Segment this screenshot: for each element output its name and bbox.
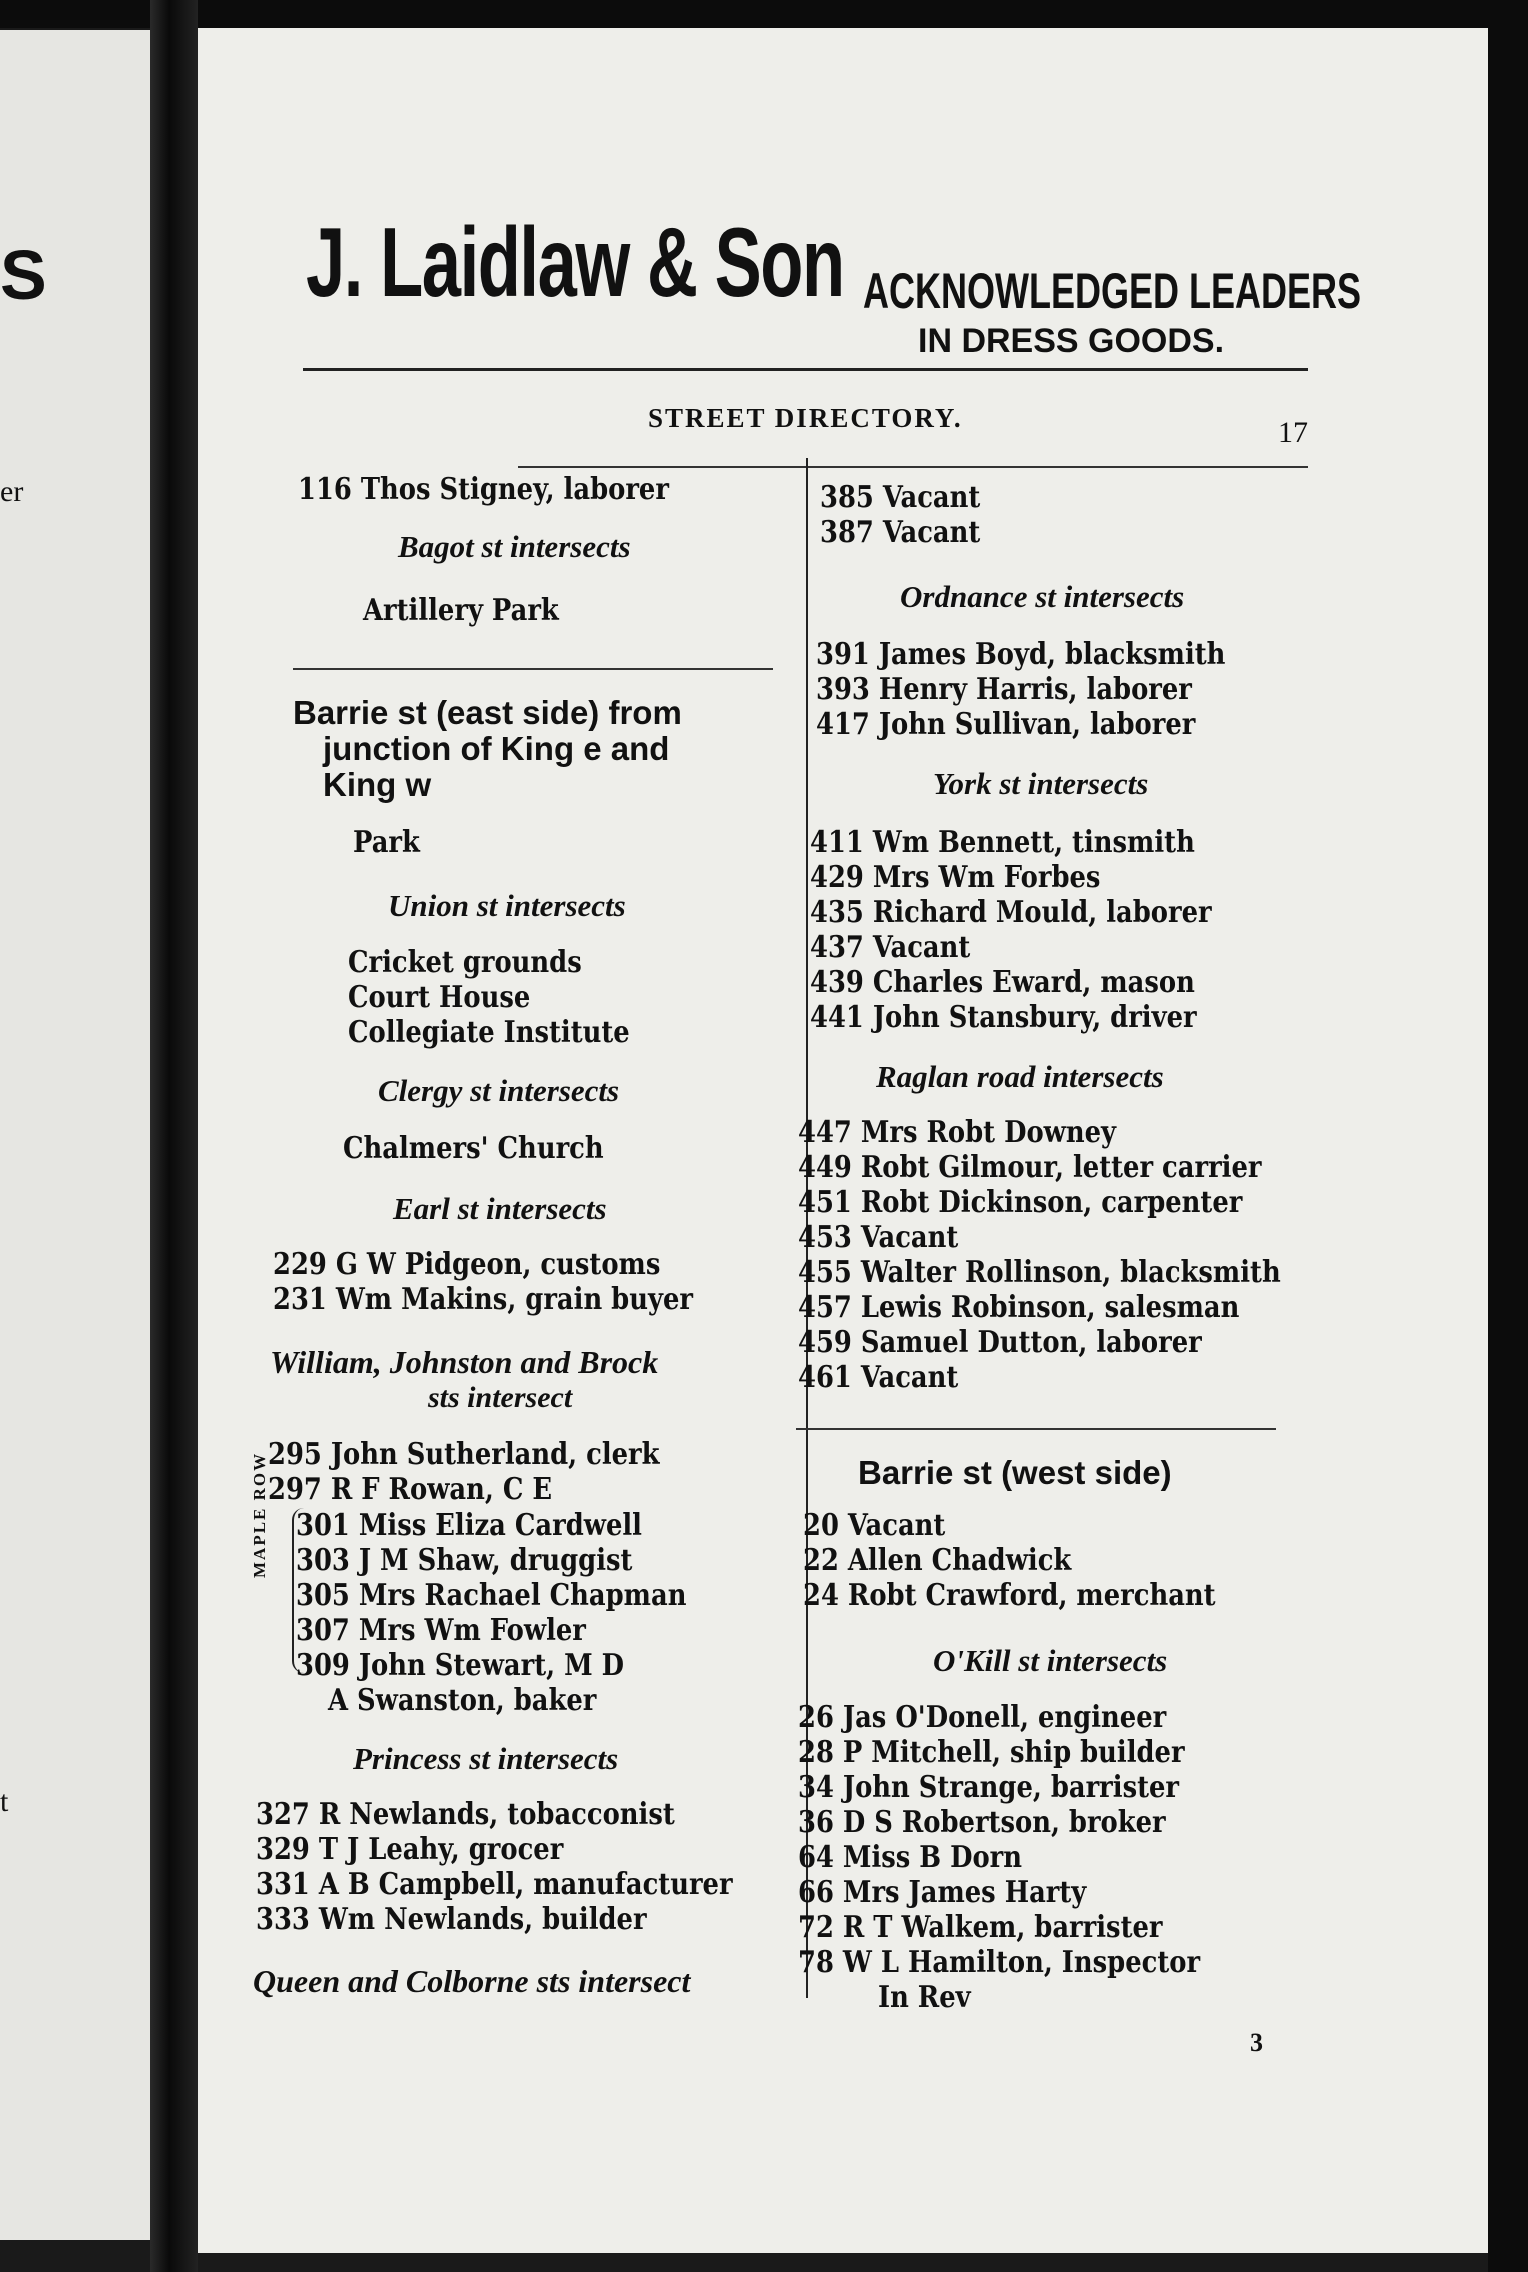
entry: 451 Robt Dickinson, carpenter xyxy=(798,1185,1243,1220)
entry: 411 Wm Bennett, tinsmith xyxy=(810,825,1195,860)
entry: 329 T J Leahy, grocer xyxy=(256,1832,564,1867)
entry: 459 Samuel Dutton, laborer xyxy=(798,1325,1202,1360)
place: Court House xyxy=(348,980,531,1015)
entry: 26 Jas O'Donell, engineer xyxy=(798,1700,1167,1735)
entry: 36 D S Robertson, broker xyxy=(798,1805,1166,1840)
entry: 301 Miss Eliza Cardwell xyxy=(296,1508,642,1543)
entry: 455 Walter Rollinson, blacksmith xyxy=(798,1255,1281,1290)
intersection: Ordnance st intersects xyxy=(900,579,1185,614)
left-fragment-s: S xyxy=(0,236,47,314)
entry: 34 John Strange, barrister xyxy=(798,1770,1180,1805)
entry: 305 Mrs Rachael Chapman xyxy=(296,1578,687,1613)
place: Artillery Park xyxy=(363,593,559,628)
entry: 309 John Stewart, M D xyxy=(296,1648,625,1683)
left-fragment-t: t xyxy=(0,1785,9,1818)
entry: A Swanston, baker xyxy=(328,1683,597,1718)
entry: 453 Vacant xyxy=(798,1220,959,1255)
entry: 333 Wm Newlands, builder xyxy=(256,1902,647,1937)
entry: 303 J M Shaw, druggist xyxy=(296,1543,633,1578)
tagline-1: ACKNOWLEDGED LEADERS xyxy=(863,263,1362,319)
entry: 439 Charles Eward, mason xyxy=(810,965,1195,1000)
intersection: William, Johnston and Brock xyxy=(270,1344,659,1380)
left-fragment-er: er xyxy=(0,475,24,508)
intersection: Union st intersects xyxy=(388,888,626,923)
intersection: Clergy st intersects xyxy=(378,1073,620,1108)
adjacent-page-fragment xyxy=(0,30,150,2240)
entry: 78 W L Hamilton, Inspector xyxy=(798,1945,1201,1980)
header-rule xyxy=(303,368,1308,371)
intersection: Raglan road intersects xyxy=(876,1059,1164,1094)
entry: 307 Mrs Wm Fowler xyxy=(296,1613,586,1648)
running-head-rule xyxy=(518,466,1308,468)
entry: 64 Miss B Dorn xyxy=(798,1840,1023,1875)
intersection: Princess st intersects xyxy=(353,1741,619,1776)
place: Park xyxy=(353,825,420,860)
book-gutter xyxy=(150,0,198,2272)
entry: 457 Lewis Robinson, salesman xyxy=(798,1290,1240,1325)
entry: 385 Vacant xyxy=(820,480,981,515)
entry: 437 Vacant xyxy=(810,930,971,965)
section-heading: Barrie st (west side) xyxy=(858,1454,1172,1491)
entry: 24 Robt Crawford, merchant xyxy=(803,1578,1216,1613)
entry: 447 Mrs Robt Downey xyxy=(798,1115,1117,1150)
entry: 72 R T Walkem, barrister xyxy=(798,1910,1163,1945)
intersection: O'Kill st intersects xyxy=(933,1643,1168,1678)
intersection: sts intersect xyxy=(428,1381,573,1414)
place: Chalmers' Church xyxy=(343,1131,604,1166)
maple-row-label: MAPLE ROW xyxy=(250,1451,269,1578)
entry: 393 Henry Harris, laborer xyxy=(816,672,1192,707)
section-heading-line: junction of King e and xyxy=(323,730,670,767)
section-heading-line: Barrie st (east side) from xyxy=(293,694,682,731)
place: Cricket grounds xyxy=(348,945,582,980)
intersection: York st intersects xyxy=(933,766,1149,801)
running-head: STREET DIRECTORY. xyxy=(648,403,963,433)
entry: 429 Mrs Wm Forbes xyxy=(810,860,1101,895)
page-number: 17 xyxy=(1278,416,1308,449)
entry: 22 Allen Chadwick xyxy=(803,1543,1072,1578)
entry: 327 R Newlands, tobacconist xyxy=(256,1797,675,1832)
entry: 387 Vacant xyxy=(820,515,981,550)
place: Collegiate Institute xyxy=(348,1015,630,1050)
intersection: Bagot st intersects xyxy=(398,529,631,564)
entry: 116 Thos Stigney, laborer xyxy=(298,472,669,507)
entry: 391 James Boyd, blacksmith xyxy=(816,637,1226,672)
entry: 229 G W Pidgeon, customs xyxy=(273,1247,661,1282)
entry: 461 Vacant xyxy=(798,1360,959,1395)
signature-mark: 3 xyxy=(1250,2028,1263,2057)
entry: 331 A B Campbell, manufacturer xyxy=(256,1867,733,1902)
entry-continuation: In Rev xyxy=(878,1980,971,2015)
entry: 20 Vacant xyxy=(803,1508,946,1543)
intersection: Queen and Colborne sts intersect xyxy=(253,1963,691,1999)
entry: 441 John Stansbury, driver xyxy=(810,1000,1197,1035)
section-rule xyxy=(796,1428,1276,1430)
entry: 435 Richard Mould, laborer xyxy=(810,895,1212,930)
scan-right-border xyxy=(1488,0,1528,2272)
section-rule xyxy=(293,668,773,670)
entry: 295 John Sutherland, clerk xyxy=(268,1437,660,1472)
tagline-2: IN DRESS GOODS. xyxy=(918,322,1225,360)
entry: 28 P Mitchell, ship builder xyxy=(798,1735,1185,1770)
firm-name: J. Laidlaw & Son xyxy=(306,207,844,317)
directory-page xyxy=(198,28,1488,2253)
entry: 449 Robt Gilmour, letter carrier xyxy=(798,1150,1262,1185)
entry: 66 Mrs James Harty xyxy=(798,1875,1087,1910)
scan-top-border xyxy=(0,0,1528,28)
intersection: Earl st intersects xyxy=(393,1191,607,1226)
entry: 417 John Sullivan, laborer xyxy=(816,707,1196,742)
section-heading-line: King w xyxy=(323,766,432,803)
entry: 297 R F Rowan, C E xyxy=(268,1472,553,1507)
entry: 231 Wm Makins, grain buyer xyxy=(273,1282,693,1317)
